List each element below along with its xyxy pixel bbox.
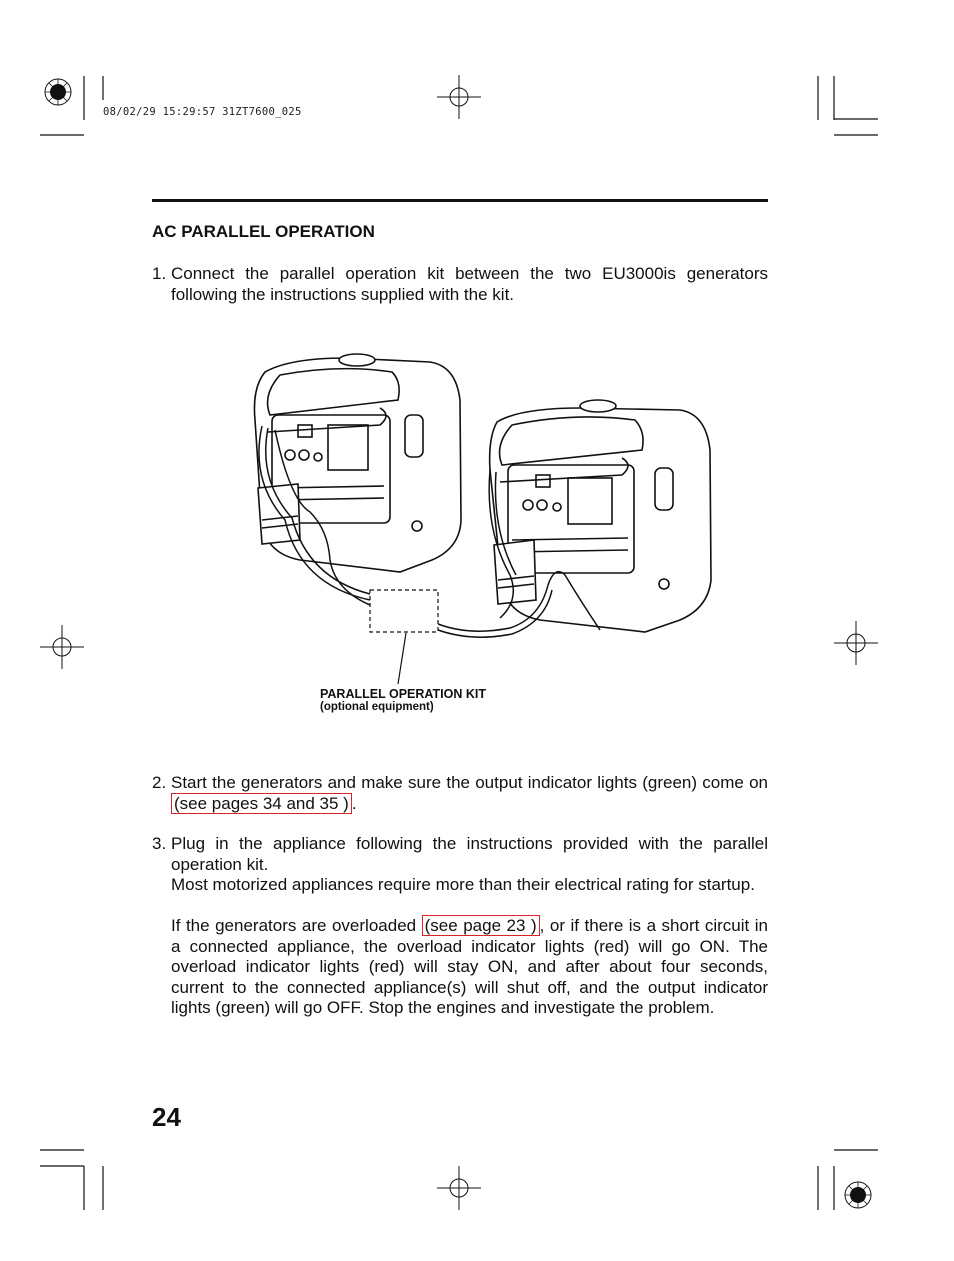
crop-marks-top-left [40, 76, 103, 135]
page-reference-link[interactable]: (see pages 34 and 35 ) [171, 793, 352, 814]
step-3 [152, 834, 768, 1019]
header-rule [152, 199, 768, 202]
callout-leader-line [398, 633, 406, 684]
parallel-kit-box [370, 590, 438, 632]
registration-starburst-icon [45, 79, 71, 105]
step-line-1: Plug in the appliance following the instructions provided with the parallel operation kit. [171, 834, 768, 874]
registration-crosshair-bottom-icon [437, 1166, 481, 1210]
callout-label: PARALLEL OPERATION KIT [320, 687, 486, 701]
step-2 [152, 773, 768, 814]
step-line-2: Most motorized appliances require more than their electrical rating for startup. [171, 875, 755, 894]
page-reference-link[interactable]: (see page 23 ) [422, 915, 540, 936]
para-text-before: If the generators are overloaded [171, 916, 417, 935]
registration-starburst-bottom-icon [845, 1182, 871, 1208]
step-text-after: . [351, 793, 357, 813]
section-title: AC PARALLEL OPERATION [152, 222, 375, 241]
step-1 [152, 264, 768, 305]
step-number: 1. [152, 264, 167, 283]
figure-caption [320, 688, 486, 714]
step-paragraph-2 [171, 916, 768, 1019]
crop-marks-bottom-left [40, 1150, 103, 1210]
step-number: 2. [152, 773, 167, 792]
print-stamp: 08/02/29 15:29:57 31ZT7600_025 [103, 106, 302, 118]
crop-marks-top-right [818, 76, 878, 135]
step-text [171, 834, 768, 1019]
step-text [171, 773, 768, 814]
step-text: Connect the parallel operation kit between the two EU3000is generators following the instructions supplied with the kit. [171, 264, 768, 304]
registration-crosshair-right-icon [834, 621, 878, 665]
registration-crosshair-left-icon [40, 625, 84, 669]
generator-right-illustration [490, 400, 711, 632]
step-text-before: Start the generators and make sure the output indicator lights (green) come on [171, 773, 768, 792]
callout-sublabel: (optional equipment) [320, 701, 434, 713]
page-number: 24 [152, 1102, 181, 1132]
registration-crosshair-icon [437, 75, 481, 119]
para-text-after: , or if there is a short circuit in a connected appliance, the overload indicator lights (red) will go ON. The overload indicator lights (red) will stay ON, and after about four seconds, current to the connected appliance(s) will shut off, and the output indicator lights (green) will go OFF. Stop the engines and investigate the problem. [171, 916, 768, 1017]
generator-left-illustration [254, 354, 461, 572]
step-number: 3. [152, 834, 167, 853]
